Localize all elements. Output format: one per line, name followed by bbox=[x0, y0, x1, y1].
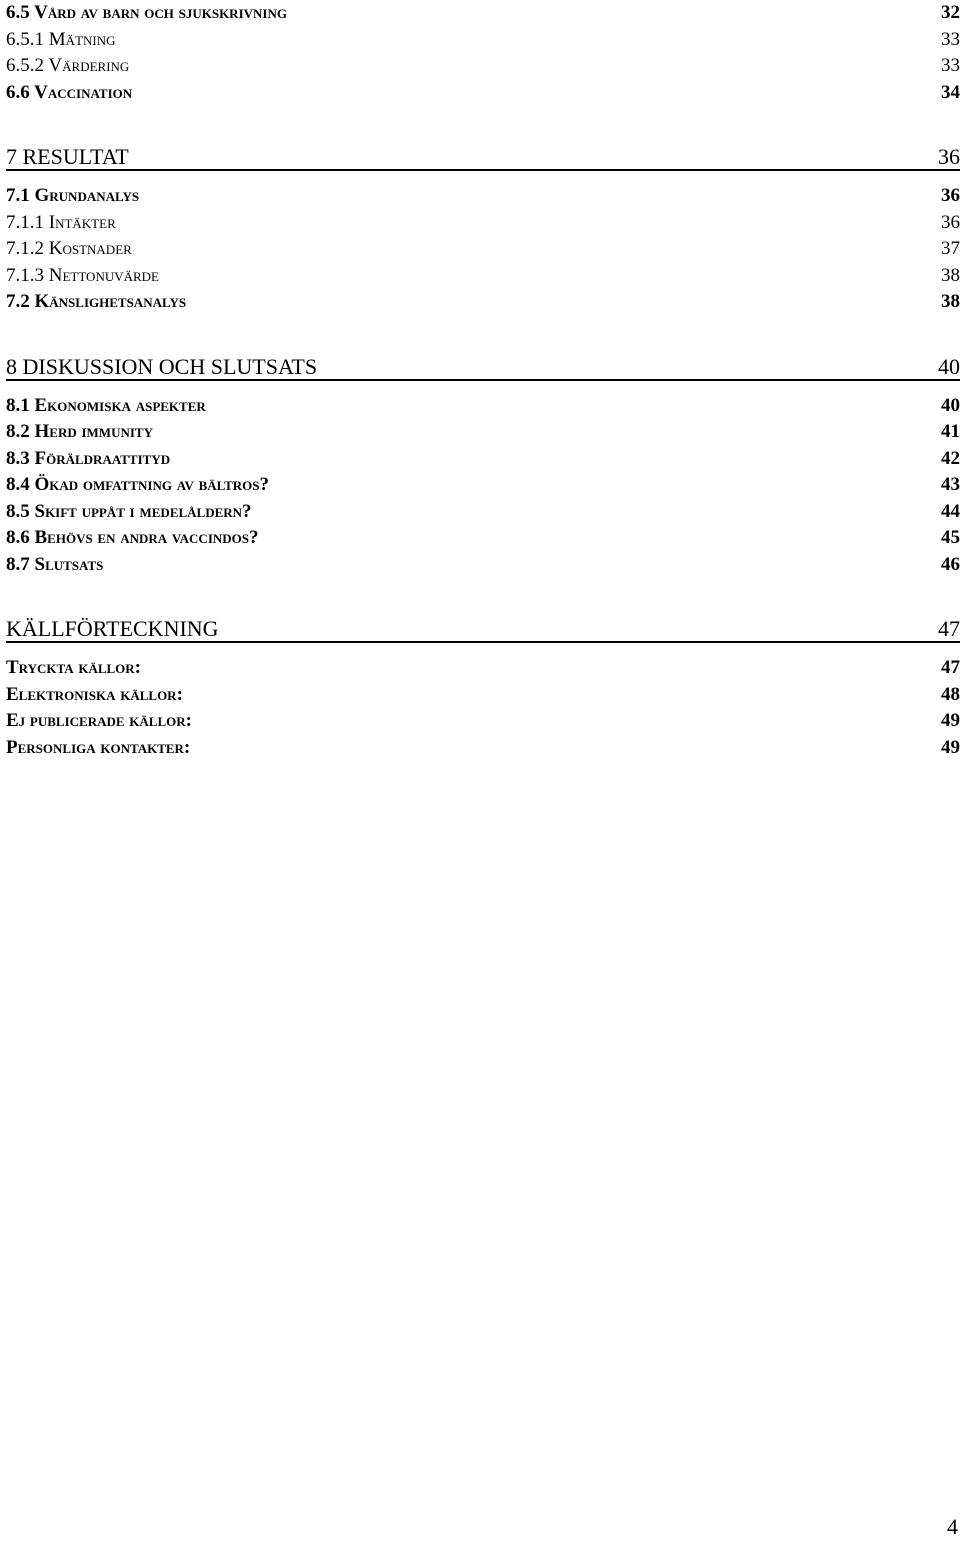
toc-entry[interactable] bbox=[6, 552, 960, 579]
toc-entry[interactable] bbox=[6, 682, 960, 709]
toc-entry-page: 48 bbox=[941, 683, 960, 705]
toc-entry-heading bbox=[6, 472, 269, 499]
toc-entry-title: Ekonomiska aspekter bbox=[34, 394, 206, 416]
table-of-contents bbox=[6, 0, 960, 761]
toc-entry-heading bbox=[6, 236, 132, 263]
toc-entry[interactable] bbox=[6, 735, 960, 762]
toc-entry-number: 6.6 bbox=[6, 81, 30, 103]
toc-entry-heading bbox=[6, 80, 132, 107]
toc-entry-number: 6.5 bbox=[6, 2, 30, 23]
toc-entry-heading bbox=[6, 27, 115, 54]
toc-entry-page: 41 bbox=[941, 421, 960, 442]
toc-entry-page: 43 bbox=[941, 474, 960, 495]
toc-entry-page: 44 bbox=[941, 500, 960, 522]
toc-entry[interactable] bbox=[6, 27, 960, 54]
toc-entry-number: 8.4 bbox=[6, 474, 30, 495]
toc-entry-title: Ej publicerade källor: bbox=[6, 710, 192, 731]
toc-entry-page: 42 bbox=[941, 447, 960, 469]
toc-entry-page: 38 bbox=[941, 264, 960, 286]
toc-entry-number: 8.7 bbox=[6, 553, 30, 575]
toc-entry-number: 7.1.3 bbox=[6, 264, 44, 286]
toc-entry-heading bbox=[6, 144, 129, 169]
toc-entry-title: RESULTAT bbox=[22, 144, 129, 169]
toc-chapter-entry[interactable] bbox=[6, 616, 960, 643]
toc-entry-number: 8.2 bbox=[6, 421, 30, 442]
toc-entry-heading bbox=[6, 499, 252, 526]
toc-entry-page: 36 bbox=[941, 185, 960, 206]
toc-entry-title: DISKUSSION OCH SLUTSATS bbox=[22, 353, 318, 379]
toc-entry-number: 7.1.2 bbox=[6, 238, 44, 259]
toc-entry-number: 7 bbox=[6, 144, 17, 169]
toc-entry-title: Nettonuvärde bbox=[48, 264, 159, 286]
toc-entry-page: 46 bbox=[941, 553, 960, 575]
toc-entry-page: 33 bbox=[941, 28, 960, 50]
toc-entry-title: Vaccination bbox=[34, 81, 133, 103]
toc-entry-title: Känslighetsanalys bbox=[34, 291, 187, 312]
toc-entry-number: 6.5.1 bbox=[6, 28, 44, 50]
toc-entry[interactable] bbox=[6, 236, 960, 263]
toc-entry[interactable] bbox=[6, 53, 960, 80]
toc-entry[interactable] bbox=[6, 393, 960, 420]
toc-entry-title: Grundanalys bbox=[34, 185, 140, 206]
toc-entry-page: 37 bbox=[941, 238, 960, 259]
toc-entry[interactable] bbox=[6, 0, 960, 27]
toc-entry-page: 33 bbox=[941, 55, 960, 76]
toc-entry-heading bbox=[6, 419, 153, 446]
page-number: 4 bbox=[947, 1514, 958, 1539]
toc-entry-title: Slutsats bbox=[34, 553, 104, 575]
toc-entry-page: 47 bbox=[938, 616, 960, 641]
toc-entry-page: 38 bbox=[941, 291, 960, 312]
toc-entry-page: 47 bbox=[941, 657, 960, 678]
toc-entry-number: 8 bbox=[6, 353, 17, 379]
toc-entry-title: Mätning bbox=[48, 28, 116, 50]
toc-entry[interactable] bbox=[6, 210, 960, 237]
toc-entry-heading bbox=[6, 525, 259, 552]
toc-entry-heading bbox=[6, 210, 116, 237]
toc-entry-number: 8.3 bbox=[6, 447, 30, 469]
toc-entry-number: 8.1 bbox=[6, 394, 30, 416]
toc-entry-number: 8.5 bbox=[6, 500, 30, 522]
toc-entry-heading bbox=[6, 552, 103, 579]
toc-entry-number: 7.2 bbox=[6, 291, 30, 312]
toc-entry-title: Skift uppåt i medelåldern? bbox=[34, 500, 252, 522]
toc-entry[interactable] bbox=[6, 525, 960, 552]
toc-entry[interactable] bbox=[6, 446, 960, 473]
toc-entry[interactable] bbox=[6, 708, 960, 735]
toc-entry-title: Elektroniska källor: bbox=[6, 683, 183, 705]
toc-entry-title: Intäkter bbox=[48, 211, 116, 233]
toc-entry-page: 40 bbox=[941, 394, 960, 416]
toc-entry-heading bbox=[6, 446, 170, 473]
toc-entry[interactable] bbox=[6, 80, 960, 107]
toc-entry-page: 36 bbox=[938, 144, 960, 169]
toc-entry[interactable] bbox=[6, 419, 960, 446]
toc-entry-page: 36 bbox=[941, 211, 960, 233]
toc-entry-title: Vård av barn och sjukskrivning bbox=[34, 2, 287, 23]
toc-entry-page: 49 bbox=[941, 710, 960, 731]
toc-entry-title: Behövs en andra vaccindos? bbox=[34, 527, 259, 548]
toc-entry-title: Föräldraattityd bbox=[34, 447, 171, 469]
toc-entry-page: 34 bbox=[941, 81, 960, 103]
toc-entry-number: 6.5.2 bbox=[6, 55, 44, 76]
toc-entry-title: Tryckta källor: bbox=[6, 657, 142, 678]
toc-entry-title: KÄLLFÖRTECKNING bbox=[6, 616, 219, 641]
toc-entry-title: Herd immunity bbox=[34, 421, 153, 442]
toc-entry-heading bbox=[6, 0, 287, 27]
toc-entry[interactable] bbox=[6, 183, 960, 210]
toc-chapter-entry[interactable] bbox=[6, 144, 960, 171]
toc-entry-page: 32 bbox=[941, 2, 960, 23]
toc-entry[interactable] bbox=[6, 289, 960, 316]
toc-entry-heading bbox=[6, 263, 159, 290]
toc-entry-title: Värdering bbox=[48, 55, 130, 76]
toc-entry-heading bbox=[6, 53, 129, 80]
toc-entry-title: Personliga kontakter: bbox=[6, 736, 191, 758]
toc-entry[interactable] bbox=[6, 263, 960, 290]
toc-entry[interactable] bbox=[6, 655, 960, 682]
toc-entry-title: Kostnader bbox=[48, 238, 132, 259]
toc-entry-page: 45 bbox=[941, 527, 960, 548]
toc-entry-number: 7.1.1 bbox=[6, 211, 44, 233]
toc-entry-number: 7.1 bbox=[6, 185, 30, 206]
toc-entry[interactable] bbox=[6, 499, 960, 526]
toc-entry-title: Ökad omfattning av bältros? bbox=[34, 474, 270, 495]
toc-entry-page: 40 bbox=[938, 353, 960, 379]
toc-entry-heading bbox=[6, 393, 206, 420]
toc-entry-heading bbox=[6, 183, 139, 210]
toc-entry-number: 8.6 bbox=[6, 527, 30, 548]
toc-entry[interactable] bbox=[6, 472, 960, 499]
toc-chapter-entry[interactable] bbox=[6, 354, 960, 381]
toc-entry-page: 49 bbox=[941, 736, 960, 758]
toc-entry-heading bbox=[6, 289, 186, 316]
toc-entry-heading bbox=[6, 354, 317, 379]
